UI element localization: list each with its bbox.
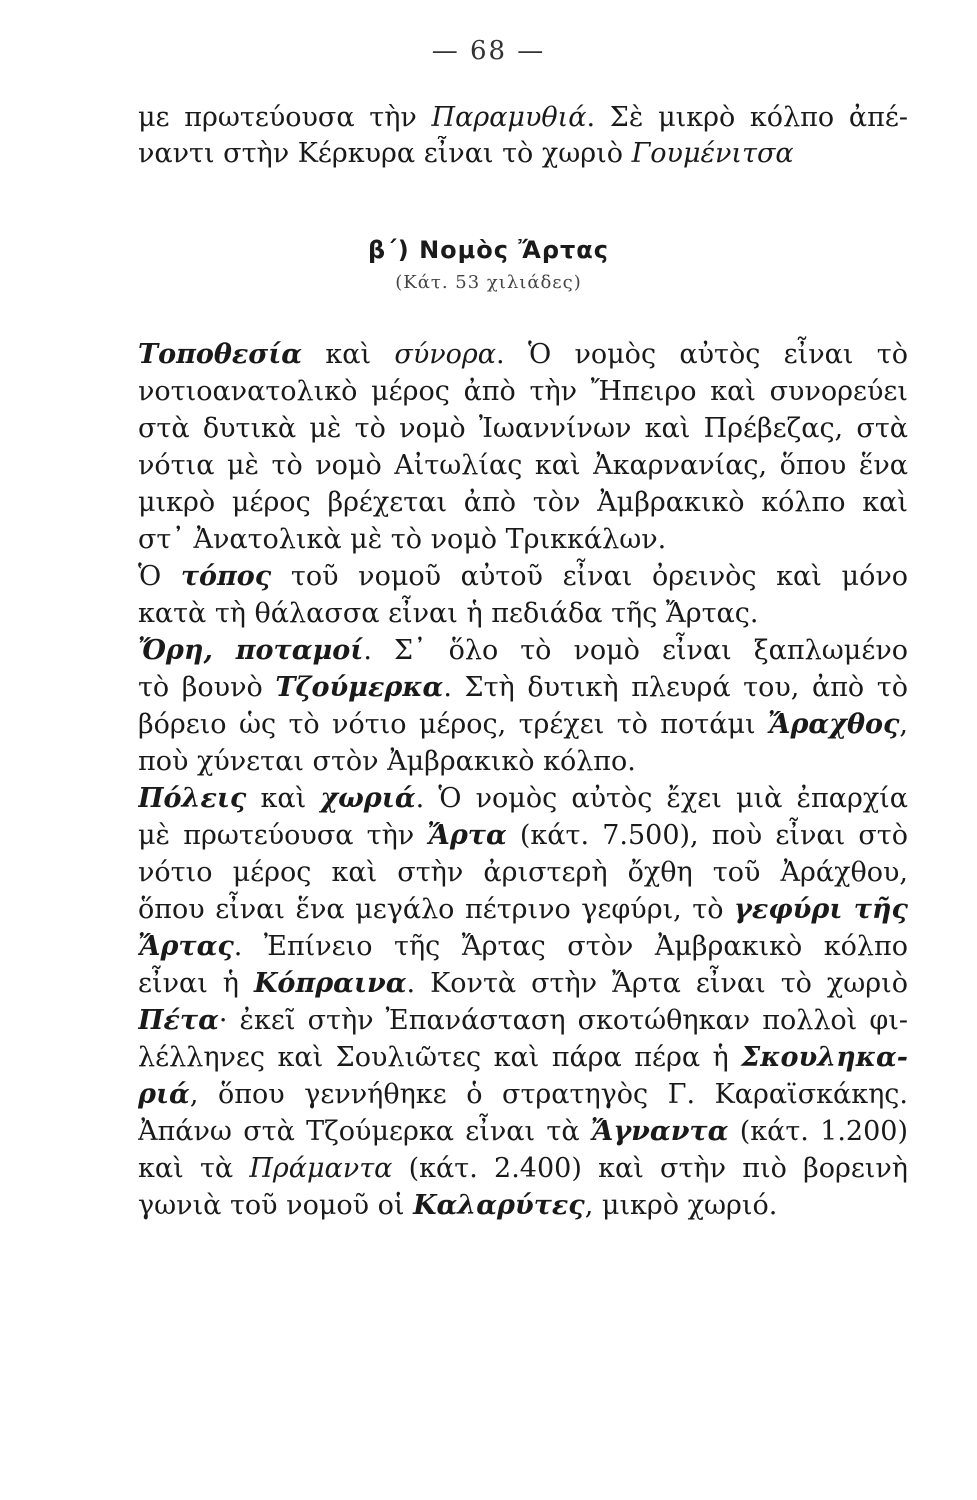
text-segment: λέλληνες καὶ Σουλιῶτες καὶ πάρα πέρα ἡ — [138, 1042, 742, 1073]
section-title: β΄) Νομὸς Ἄρτας — [367, 236, 610, 264]
emphasized-text: σύνορα — [394, 339, 497, 370]
emphasized-text: Σκουληκα- — [741, 1042, 908, 1073]
text-line — [138, 669, 908, 706]
text-segment: . Ὁ νομὸς αὐτὸς εἶναι τὸ — [496, 339, 908, 370]
emphasized-text: τόπος — [180, 561, 272, 592]
text-segment: , — [899, 709, 908, 740]
text-segment: , μικρὸ χωριό. — [584, 1190, 778, 1221]
text-segment: · ἐκεῖ στὴν Ἐπανάσταση σκοτώθηκαν πολλοὶ φι- — [218, 1005, 908, 1036]
text-line — [138, 1002, 908, 1039]
text-segment: . Σ᾿ ὅλο τὸ νομὸ εἶναι ξαπλωμένο — [363, 635, 908, 666]
text-segment: (κάτ. 2.400) καὶ στὴν πιὸ βορεινὴ — [392, 1153, 908, 1184]
emphasized-text: Γουμένιτσα — [631, 138, 794, 169]
text-segment: . Ἐπίνειο τῆς Ἄρτας στὸν Ἀμβρακικὸ κόλπο — [233, 931, 908, 962]
text-line — [138, 100, 908, 136]
text-line — [138, 595, 908, 632]
emphasized-text: Ἄραχθος — [768, 709, 900, 740]
text-segment: εἶναι ἡ — [138, 968, 254, 999]
text-line — [138, 136, 908, 172]
emphasized-text: Ὄρη, ποταμοί — [138, 635, 364, 666]
emphasized-text: χωριά — [320, 783, 416, 814]
text-line — [138, 928, 908, 965]
text-line — [138, 1150, 908, 1187]
text-segment: . Κοντὰ στὴν Ἄρτα εἶναι τὸ χωριὸ — [406, 968, 908, 999]
intro-paragraph — [138, 100, 908, 172]
emphasized-text: Ἄρτα — [427, 820, 507, 851]
text-segment: . Ὁ νομὸς αὐτὸς ἔχει μιὰ ἐπαρχία — [415, 783, 908, 814]
emphasized-text: Τοποθεσία — [138, 339, 303, 370]
text-segment: νότια μὲ τὸ νομὸ Αἰτωλίας καὶ Ἀκαρνανίας, ὅπου ἕνα — [138, 450, 908, 481]
text-segment: καὶ — [302, 339, 395, 370]
text-line — [138, 1039, 908, 1076]
text-segment: νοτιοανατολικὸ μέρος ἀπὸ τὴν Ἤπειρο καὶ συνορεύει — [138, 376, 908, 407]
emphasized-text: γεφύρι τῆς — [734, 894, 908, 925]
text-segment: ὅπου εἶναι ἕνα μεγάλο πέτρινο γεφύρι, τὸ — [138, 894, 734, 925]
emphasized-text: Πέτα — [138, 1005, 219, 1036]
emphasized-text: ριά — [138, 1079, 190, 1110]
text-segment: στὰ δυτικὰ μὲ τὸ νομὸ Ἰωαννίνων καὶ Πρέβεζας, στὰ — [138, 413, 908, 444]
emphasized-text: Ἄγναντα — [590, 1116, 729, 1147]
section-subtitle: (Κάτ. 53 χιλιάδες) — [395, 272, 582, 293]
text-segment: τὸ βουνὸ — [138, 672, 276, 703]
text-segment: . Στὴ δυτικὴ πλευρά του, ἀπὸ τὸ — [443, 672, 908, 703]
text-segment: (κάτ. 1.200) — [728, 1116, 908, 1147]
emphasized-text: Τζούμερκα — [275, 672, 444, 703]
text-segment: . Σὲ μικρὸ κόλπο ἀπέ- — [586, 102, 908, 133]
text-line — [138, 447, 908, 484]
text-segment: Ὁ — [138, 561, 181, 592]
text-line — [138, 484, 908, 521]
text-line — [138, 336, 908, 373]
text-segment: στ᾿ Ἀνατολικὰ μὲ τὸ νομὸ Τρικκάλων. — [138, 524, 667, 555]
text-line — [138, 410, 908, 447]
text-line — [138, 1076, 908, 1113]
text-line — [138, 373, 908, 410]
text-segment: κατὰ τὴ θάλασσα εἶναι ἡ πεδιάδα τῆς Ἄρτας. — [138, 598, 759, 629]
text-line — [138, 521, 908, 558]
text-line — [138, 743, 908, 780]
emphasized-text: Πόλεις — [138, 783, 247, 814]
text-line — [138, 632, 908, 669]
emphasized-text: Πράμαντα — [249, 1153, 393, 1184]
text-segment: τοῦ νομοῦ αὐτοῦ εἶναι ὀρεινὸς καὶ μόνο — [271, 561, 908, 592]
text-line — [138, 706, 908, 743]
text-segment: καὶ τὰ — [138, 1153, 250, 1184]
page-number: — 68 — — [431, 36, 546, 66]
text-segment: (κάτ. 7.500), ποὺ εἶναι στὸ — [506, 820, 908, 851]
text-line — [138, 1113, 908, 1150]
text-line — [138, 817, 908, 854]
text-segment: , ὅπου γεννήθηκε ὁ στρατηγὸς Γ. Καραϊσκάκης. — [189, 1079, 908, 1110]
text-segment: νότιο μέρος καὶ στὴν ἀριστερὴ ὄχθη τοῦ Ἀράχθου, — [138, 857, 908, 888]
text-line — [138, 558, 908, 595]
text-segment: γωνιὰ τοῦ νομοῦ οἱ — [138, 1190, 414, 1221]
text-segment: ποὺ χύνεται στὸν Ἀμβρακικὸ κόλπο. — [138, 746, 636, 777]
text-line — [138, 780, 908, 817]
body-text — [138, 336, 908, 1224]
emphasized-text: Ἄρτας — [138, 931, 234, 962]
text-segment: με πρωτεύουσα τὴν — [138, 102, 432, 133]
emphasized-text: Παραμυθιά — [431, 102, 587, 133]
emphasized-text: Κόπραινα — [253, 968, 407, 999]
text-line — [138, 965, 908, 1002]
text-segment: ναντι στὴν Κέρκυρα εἶναι τὸ χωριὸ — [138, 138, 632, 169]
text-segment: μικρὸ μέρος βρέχεται ἀπὸ τὸν Ἀμβρακικὸ κόλπο καὶ — [138, 487, 908, 518]
emphasized-text: Καλαρύτες — [413, 1190, 585, 1221]
text-segment: βόρειο ὡς τὸ νότιο μέρος, τρέχει τὸ ποτάμι — [138, 709, 768, 740]
text-segment: μὲ πρωτεύουσα τὴν — [138, 820, 428, 851]
text-line — [138, 891, 908, 928]
text-line — [138, 1187, 908, 1224]
text-segment: Ἀπάνω στὰ Τζούμερκα εἶναι τὰ — [138, 1116, 591, 1147]
text-segment: καὶ — [246, 783, 321, 814]
text-line — [138, 854, 908, 891]
